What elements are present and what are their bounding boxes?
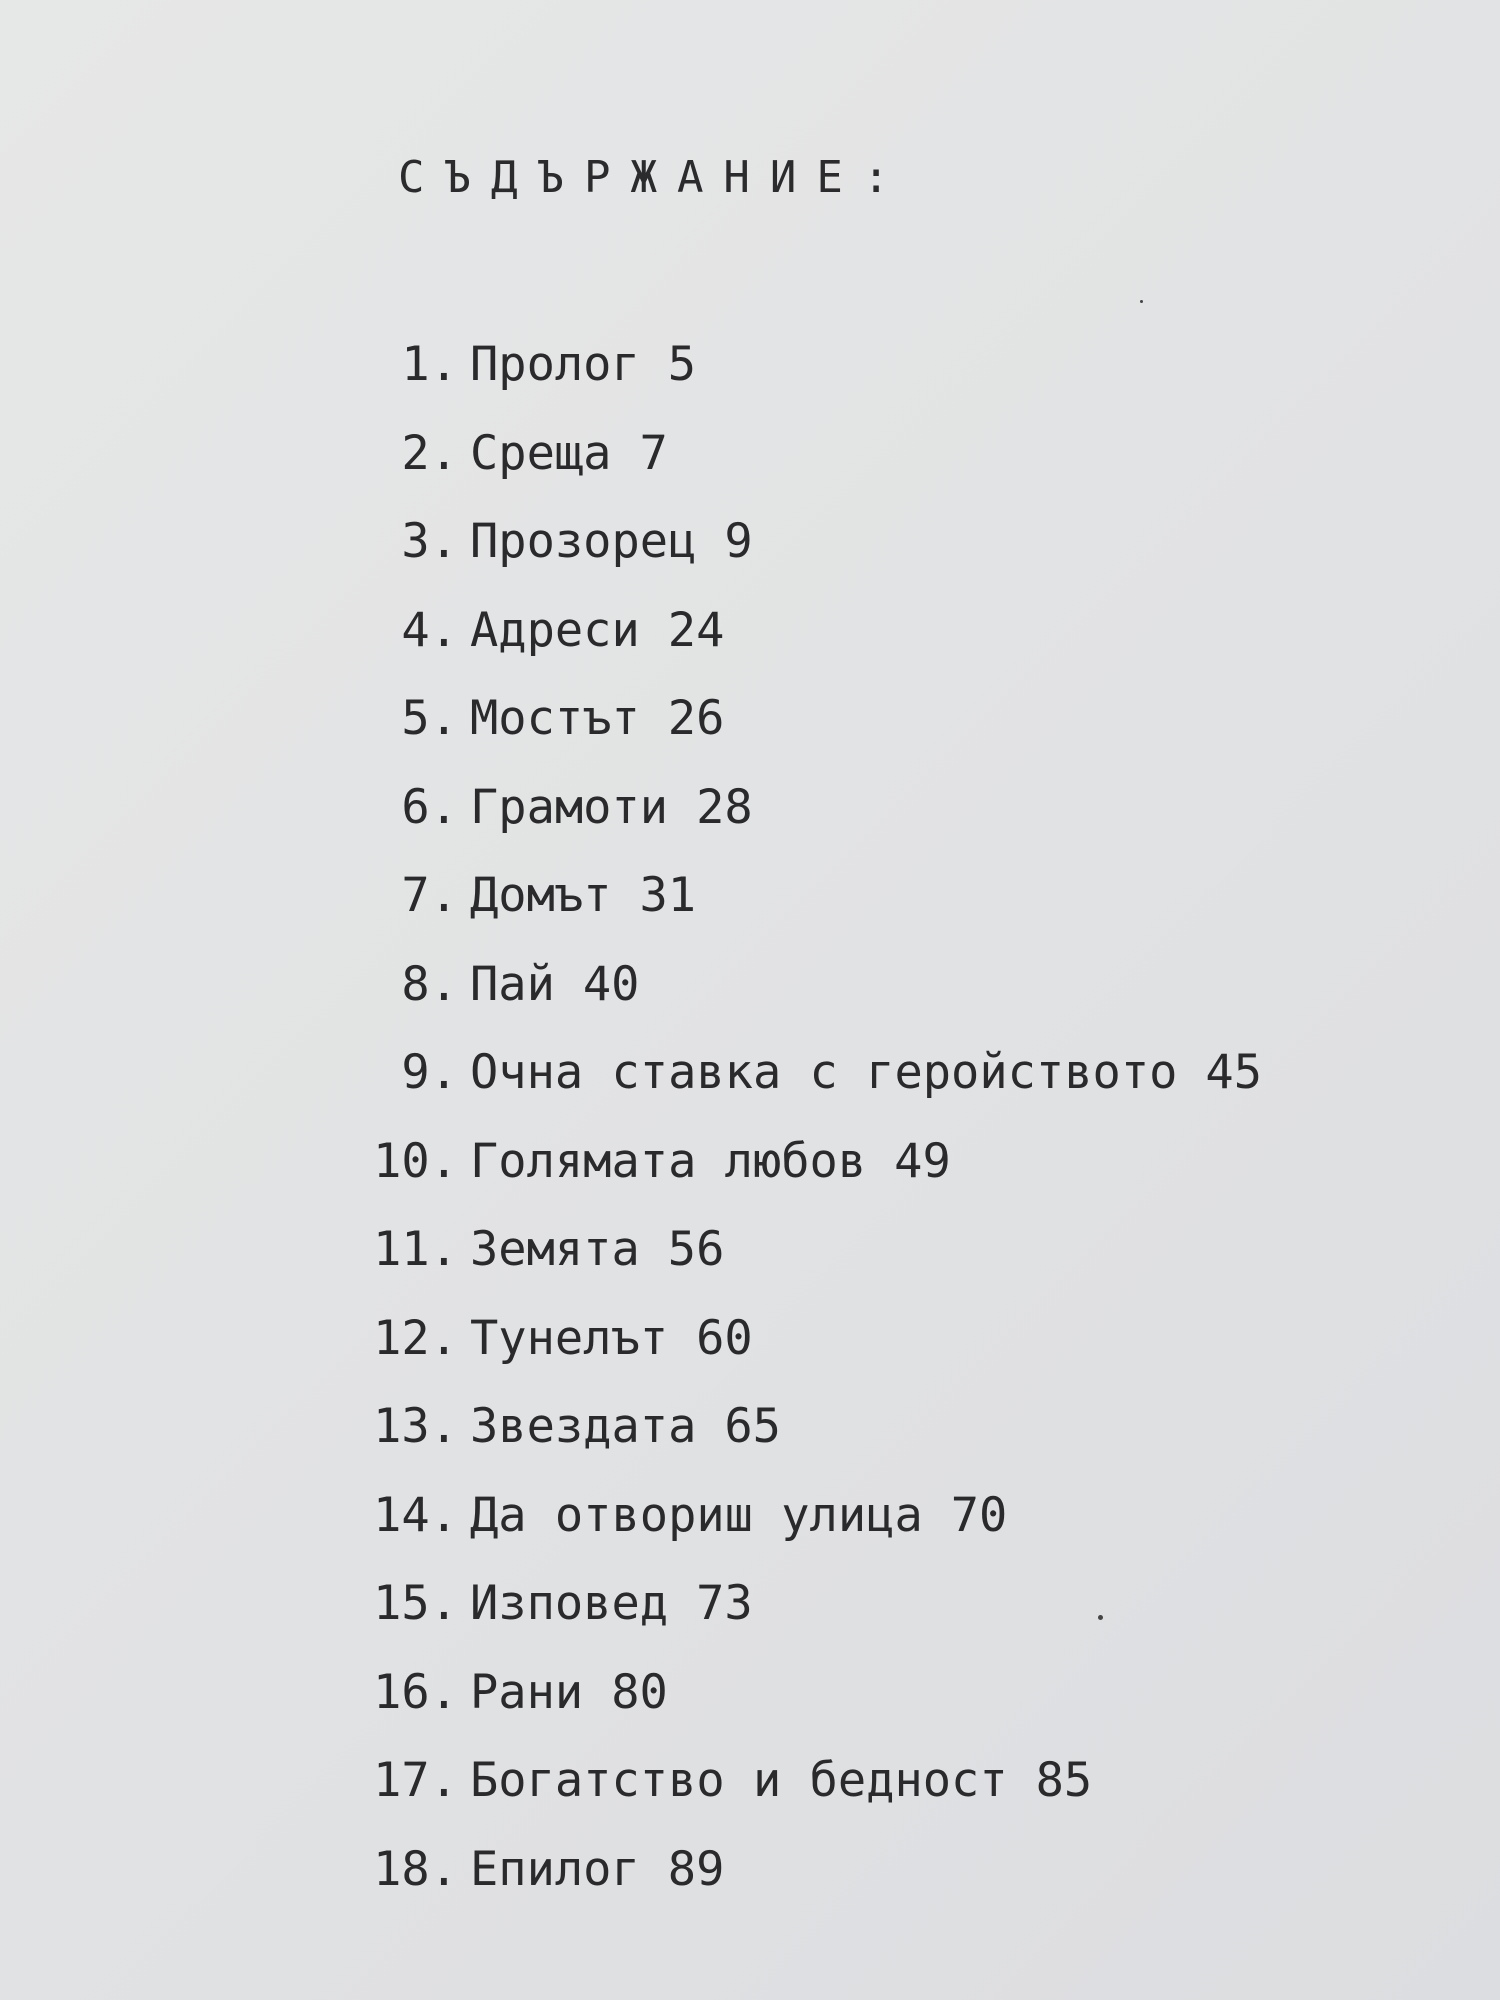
toc-entry-title: Адреси: [470, 602, 640, 658]
toc-entry: [0, 1840, 1500, 1929]
toc-entry-title: Изповед: [470, 1576, 669, 1631]
toc-entry-title: Богатство и бедност: [470, 1753, 1008, 1808]
toc-entry-number: 11.: [373, 1222, 458, 1277]
toc-entry-page: 28: [696, 779, 753, 835]
toc-entry: [0, 1663, 1500, 1752]
toc-entry-page: 85: [1035, 1753, 1093, 1808]
toc-list: [0, 335, 1500, 1928]
toc-entry-page: 40: [582, 956, 640, 1012]
toc-entry-number: 17.: [373, 1753, 458, 1808]
toc-entry-number: 3.: [401, 514, 458, 569]
toc-entry-page: 73: [696, 1576, 753, 1631]
toc-entry-number: 8.: [401, 956, 458, 1012]
toc-entry-title: Звездата: [470, 1399, 697, 1454]
toc-entry-title: Пай: [470, 956, 555, 1012]
toc-entry-number: 2.: [401, 425, 458, 481]
toc-entry-number: 4.: [401, 602, 458, 658]
toc-entry-title: Да отвориш улица: [470, 1487, 923, 1543]
toc-entry-title: Земята: [470, 1222, 640, 1277]
toc-entry-page: 65: [724, 1399, 781, 1454]
toc-entry: [0, 1309, 1500, 1398]
toc-entry-title: Пролог: [470, 337, 640, 392]
toc-entry-page: 7: [639, 425, 668, 481]
toc-entry-number: 13.: [373, 1399, 458, 1454]
toc-entry-page: 26: [667, 691, 725, 746]
toc-entry: [0, 1751, 1500, 1840]
toc-entry-page: 80: [611, 1664, 668, 1720]
toc-entry-page: 45: [1205, 1045, 1263, 1100]
toc-entry-number: 16.: [373, 1664, 458, 1720]
toc-entry-title: Голямата любов: [470, 1133, 867, 1189]
toc-entry-title: Грамоти: [470, 779, 669, 835]
toc-entry: [0, 1486, 1500, 1575]
toc-entry-page: 9: [724, 514, 753, 569]
toc-entry-page: 24: [667, 602, 725, 658]
toc-entry: [0, 601, 1500, 690]
toc-entry-page: 49: [894, 1133, 951, 1189]
toc-entry-title: Тунелът: [470, 1310, 669, 1366]
toc-entry-number: 14.: [373, 1487, 458, 1543]
toc-title: СЪДЪРЖАНИЕ:: [398, 152, 910, 203]
toc-entry-number: 9.: [401, 1045, 458, 1100]
paper-speck: [1140, 300, 1143, 303]
toc-entry: [0, 1043, 1500, 1132]
toc-entry-number: 7.: [401, 868, 458, 923]
paper-speck: [1098, 1615, 1103, 1620]
toc-entry: [0, 866, 1500, 955]
toc-entry-number: 1.: [401, 337, 458, 392]
toc-entry: [0, 335, 1500, 424]
toc-entry-number: 18.: [373, 1841, 458, 1897]
toc-entry: [0, 1132, 1500, 1221]
toc-entry: [0, 955, 1500, 1044]
toc-entry: [0, 689, 1500, 778]
toc-entry-page: 89: [667, 1841, 725, 1897]
toc-entry: [0, 1220, 1500, 1309]
toc-entry-number: 12.: [373, 1310, 458, 1366]
toc-entry-page: 31: [639, 868, 697, 923]
toc-entry-number: 5.: [401, 691, 458, 746]
toc-entry-page: 60: [696, 1310, 753, 1366]
toc-entry-title: Мостът: [470, 691, 640, 746]
toc-entry-number: 6.: [401, 779, 458, 835]
toc-entry: [0, 1397, 1500, 1486]
toc-entry-page: 56: [667, 1222, 725, 1277]
toc-entry-number: 10.: [373, 1133, 458, 1189]
toc-entry: [0, 778, 1500, 867]
toc-entry: [0, 1574, 1500, 1663]
toc-entry-title: Рани: [470, 1664, 584, 1720]
toc-entry-title: Домът: [470, 868, 612, 923]
toc-entry: [0, 424, 1500, 513]
toc-entry-number: 15.: [373, 1576, 458, 1631]
toc-entry-page: 5: [667, 337, 697, 392]
toc-entry-title: Епилог: [470, 1841, 640, 1897]
toc-entry: [0, 512, 1500, 601]
toc-entry-title: Среща: [470, 425, 612, 481]
toc-entry-title: Очна ставка с геройството: [470, 1045, 1178, 1100]
toc-entry-page: 70: [950, 1487, 1008, 1543]
toc-entry-title: Прозорец: [470, 514, 697, 569]
